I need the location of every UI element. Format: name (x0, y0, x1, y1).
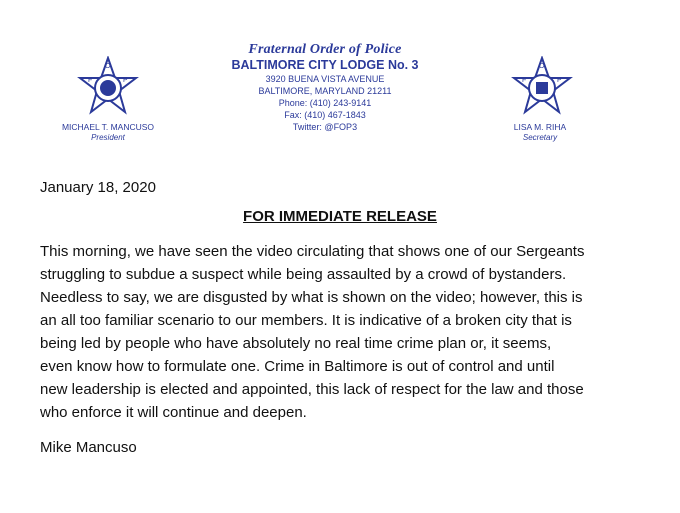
paragraph-line: new leadership is elected and appointed, this lack of respect for the law and those (40, 381, 584, 398)
seal-letter-o: O (539, 63, 545, 70)
secretary-name: LISA M. RIHA (513, 122, 567, 132)
president-name: MICHAEL T. MANCUSO (61, 122, 155, 132)
seal-letter-f: F (88, 77, 93, 84)
paragraph-line: an all too familiar scenario to our members. It is indicative of a broken city that is (40, 312, 572, 329)
address-street: 3920 BUENA VISTA AVENUE (265, 74, 385, 84)
fop-seal-icon (510, 56, 574, 120)
address-phone: Phone: (410) 243-9141 (278, 98, 372, 108)
paragraph-line: Needless to say, we are disgusted by what is shown on the video; however, this is (40, 289, 583, 306)
fop-seal-icon (76, 56, 140, 120)
statement-paragraph (40, 240, 650, 424)
seal-letter-p: P (557, 77, 562, 84)
president-title: President (91, 133, 125, 142)
org-title: Fraternal Order of Police (248, 42, 402, 57)
address-city: BALTIMORE, MARYLAND 21211 (258, 86, 392, 96)
secretary-title: Secretary (522, 133, 558, 142)
seal-letter-p: P (123, 77, 128, 84)
release-date: January 18, 2020 (40, 179, 156, 196)
release-heading: FOR IMMEDIATE RELEASE (243, 208, 437, 225)
seal-letter-f: F (522, 77, 527, 84)
paragraph-line: struggling to subdue a suspect while being assaulted by a crowd of bystanders. (40, 266, 567, 283)
signature-name: Mike Mancuso (40, 439, 137, 456)
paragraph-line: even know how to formulate one. Crime in Baltimore is out of control and until (40, 358, 555, 375)
seal-letter-o: O (105, 63, 111, 70)
address-fax: Fax: (410) 467-1843 (284, 110, 366, 120)
letterhead (0, 0, 680, 165)
lodge-name: BALTIMORE CITY LODGE No. 3 (231, 58, 419, 72)
address-twitter: Twitter: @FOP3 (292, 122, 358, 132)
paragraph-line: who enforce it will continue and deepen. (40, 404, 307, 421)
paragraph-line: This morning, we have seen the video circulating that shows one of our Sergeants (40, 243, 585, 260)
paragraph-line: being led by people who have absolutely no real time crime plan or, it seems, (40, 335, 552, 352)
